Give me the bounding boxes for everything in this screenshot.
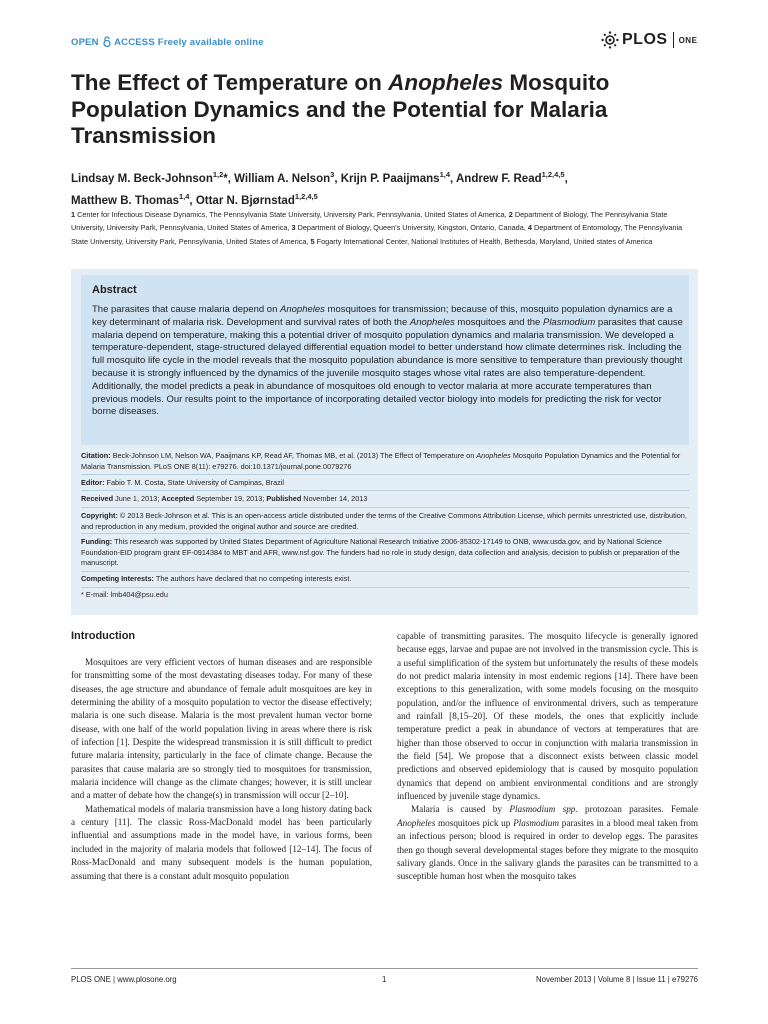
body-column-right <box>397 630 698 884</box>
journal-logo-text: PLOS <box>622 31 668 48</box>
author: Krijn P. Paaijmans$^{1,4}$, <box>340 170 456 185</box>
divider <box>81 587 689 588</box>
open-access-label-1: OPEN <box>71 37 99 48</box>
paragraph: Mosquitoes are very efficient vectors of human diseases and are responsible for transmitting some of the most devastating diseases today. For many of these diseases, the age structure and abundance of female adult mosquitoes are key in determining the ability of a mosquito population to vector the disease effectively; malaria is one such disease. Malaria is the most prevalent human vector borne disease, with one half of the world population living in areas where there is risk of infection [1]. Despite the widespread transmission it is still difficult to predict future malaria intensity, particularly in the face of climate change. Because the parasites that cause malaria are so strongly tied to mosquitoes for transmission, malaria incidence will change as the climate changes; however, it is still unclear and a matter of debate how the change(s) in transmission will occur [2–10]. <box>71 657 372 801</box>
author: Lindsay M. Beck-Johnson$^{1,2}$*, <box>71 170 235 185</box>
paragraph: Mathematical models of malaria transmission have a long history dating back a century [11]. The classic Ross-MacDonald model has been particularly influential and assumptions made in the model have, in various forms, been included in the majority of malaria models that followed [12–14]. The focus of Ross-MacDonald and many subsequent models is the human population, assuming that there is a constant adult mosquito population <box>71 803 372 881</box>
article-title <box>71 70 711 150</box>
footer-issue: November 2013 | Volume 8 | Issue 11 | e79276 <box>536 975 698 984</box>
author: William A. Nelson$^3$, <box>234 170 341 185</box>
journal-logo <box>601 29 697 51</box>
title-italic: Anopheles <box>388 70 504 95</box>
divider <box>81 507 689 508</box>
open-access-label-2: ACCESS Freely available online <box>114 37 264 48</box>
competing-interests: Competing Interests: The authors have declared that no competing interests exist. <box>81 574 352 583</box>
body-column-left <box>71 656 372 883</box>
plos-logo-icon <box>601 31 619 49</box>
publication-dates: Received June 1, 2013; Accepted September 19, 2013; Published November 14, 2013 <box>81 494 368 503</box>
title-part-2: Mosquito Population Dynamics and the Potential for Malaria Transmission <box>71 70 610 148</box>
divider <box>81 474 689 475</box>
author: Matthew B. Thomas$^{1,4}$, <box>71 191 196 207</box>
footer-journal[interactable]: PLOS ONE | www.plosone.org <box>71 975 177 984</box>
paragraph: Malaria is caused by Plasmodium spp. protozoan parasites. Female Anopheles mosquitoes pick up Plasmodium parasites in a blood meal taken from an infectious person; blood is required in order to develop eggs. The parasites then go though several developmental stages before they migrate to the mosquito salivary glands. Once in the salivary glands the parasites can be transmitted to a susceptible human host when the mosquito takes <box>397 804 698 882</box>
open-lock-icon <box>103 36 111 47</box>
divider <box>81 490 689 491</box>
copyright: Copyright: © 2013 Beck-Johnson et al. This is an open-access article distributed under the terms of the Creative Commons Attribution License, which permits unrestricted use, distribution, and reproduction in any medium, provided the original author and source are credited. <box>81 511 687 531</box>
editor: Editor: Fabio T. M. Costa, State University of Campinas, Brazil <box>81 478 285 487</box>
author-list <box>71 166 711 210</box>
footer-divider <box>71 968 698 969</box>
abstract-text: The parasites that cause malaria depend on Anopheles mosquitoes for transmission; because of this, mosquito population dynamics are a key determinant of malaria risk. Development and survival rates of both the Anopheles mosquitoes and the Plasmodium parasites that cause malaria depend on temperature, making this a potential driver of mosquito population dynamics and malaria transmission. We developed a temperature-dependent, stage-structured delayed differential equation model to better understand how climate determines risk. Including the full mosquito life cycle in the model reveals that the mosquito population abundance is more sensitive to temperature than previously thought because it is strongly influenced by the dynamics of the juvenile mosquito stages whose vital rates are also temperature-dependent. Additionally, the model predicts a peak in abundance of mosquitoes old enough to vector malaria at more accurate temperatures than previous models. Our results point to the importance of incorporating detailed vector biology into models for predicting the risk for vector borne diseases. <box>92 304 683 418</box>
author: Andrew F. Read$^{1,2,4,5}$, <box>455 170 568 185</box>
open-access-banner <box>71 36 264 48</box>
author: Ottar N. Bjørnstad$^{1,2,4,5}$ <box>195 191 318 207</box>
funding: Funding: This research was supported by United States Department of Agriculture National Research Initiative 2006-35302-17149 to ONB, www.usda.gov, and by National Science Foundation-EID program grant EF-0914384 to MBT and AFR, www.nsf.gov. The funders had no role in study design, data collection and analysis, decision to publish or preparation of the manuscript. <box>81 537 680 568</box>
section-heading-introduction: Introduction <box>71 630 136 642</box>
title-part-1: The Effect of Temperature on <box>71 70 389 95</box>
abstract-heading: Abstract <box>92 284 137 296</box>
divider <box>81 571 689 572</box>
page-number: 1 <box>382 975 387 984</box>
email-link[interactable]: * E-mail: lmb404@psu.edu <box>81 590 168 599</box>
journal-logo-sub: ONE <box>678 35 698 45</box>
citation: Citation: Beck-Johnson LM, Nelson WA, Paaijmans KP, Read AF, Thomas MB, et al. (2013) The Effect of Temperature on Anopheles Mosquito Population Dynamics and the Potential for Malaria Transmission. PLoS ONE 8(11): e79276. doi:10.1371/journal.pone.0079276 <box>81 451 681 471</box>
logo-divider <box>673 32 674 48</box>
divider <box>81 533 689 534</box>
affiliations: 1 Center for Infectious Disease Dynamics, The Pennsylvania State University, University Park, Pennsylvania, United States of America, 2 Department of Biology, The Pennsylvania State University, University Park, Pennsylvania, United States of America, 3 Department of Biology, Queen's University, Kingston, Ontario, Canada, 4 Department of Entomology, The Pennsylvania State University, University Park, Pennsylvania, United States of America, 5 Fogarty International Center, National Institutes of Health, Bethesda, Maryland, United states of America <box>71 210 683 246</box>
paragraph: capable of transmitting parasites. The mosquito lifecycle is generally ignored because eggs, larvae and pupae are not involved in the transmission cycle. This is a useful simplification of the system but unfortunately the results of these models do not predict malaria intensity in most endemic regions [14]. There have been exceptions to this generalization, with some models focusing on the mosquito population, and/or the influence of environmental drivers, such as temperature and rainfall [8,15–20]. Of these models, the ones that explicitly include temperature predict a peak in abundance of vectors at temperatures that are higher than those observed to occur in conjunction with malaria transmission in the field [54]. We propose that a disconnect exists between classic model predictions and observed epidemiology that is caused by mosquito population dynamics that depend on ambient environmental conditions and are strongly influenced by juvenile stage dynamics. <box>397 631 698 802</box>
